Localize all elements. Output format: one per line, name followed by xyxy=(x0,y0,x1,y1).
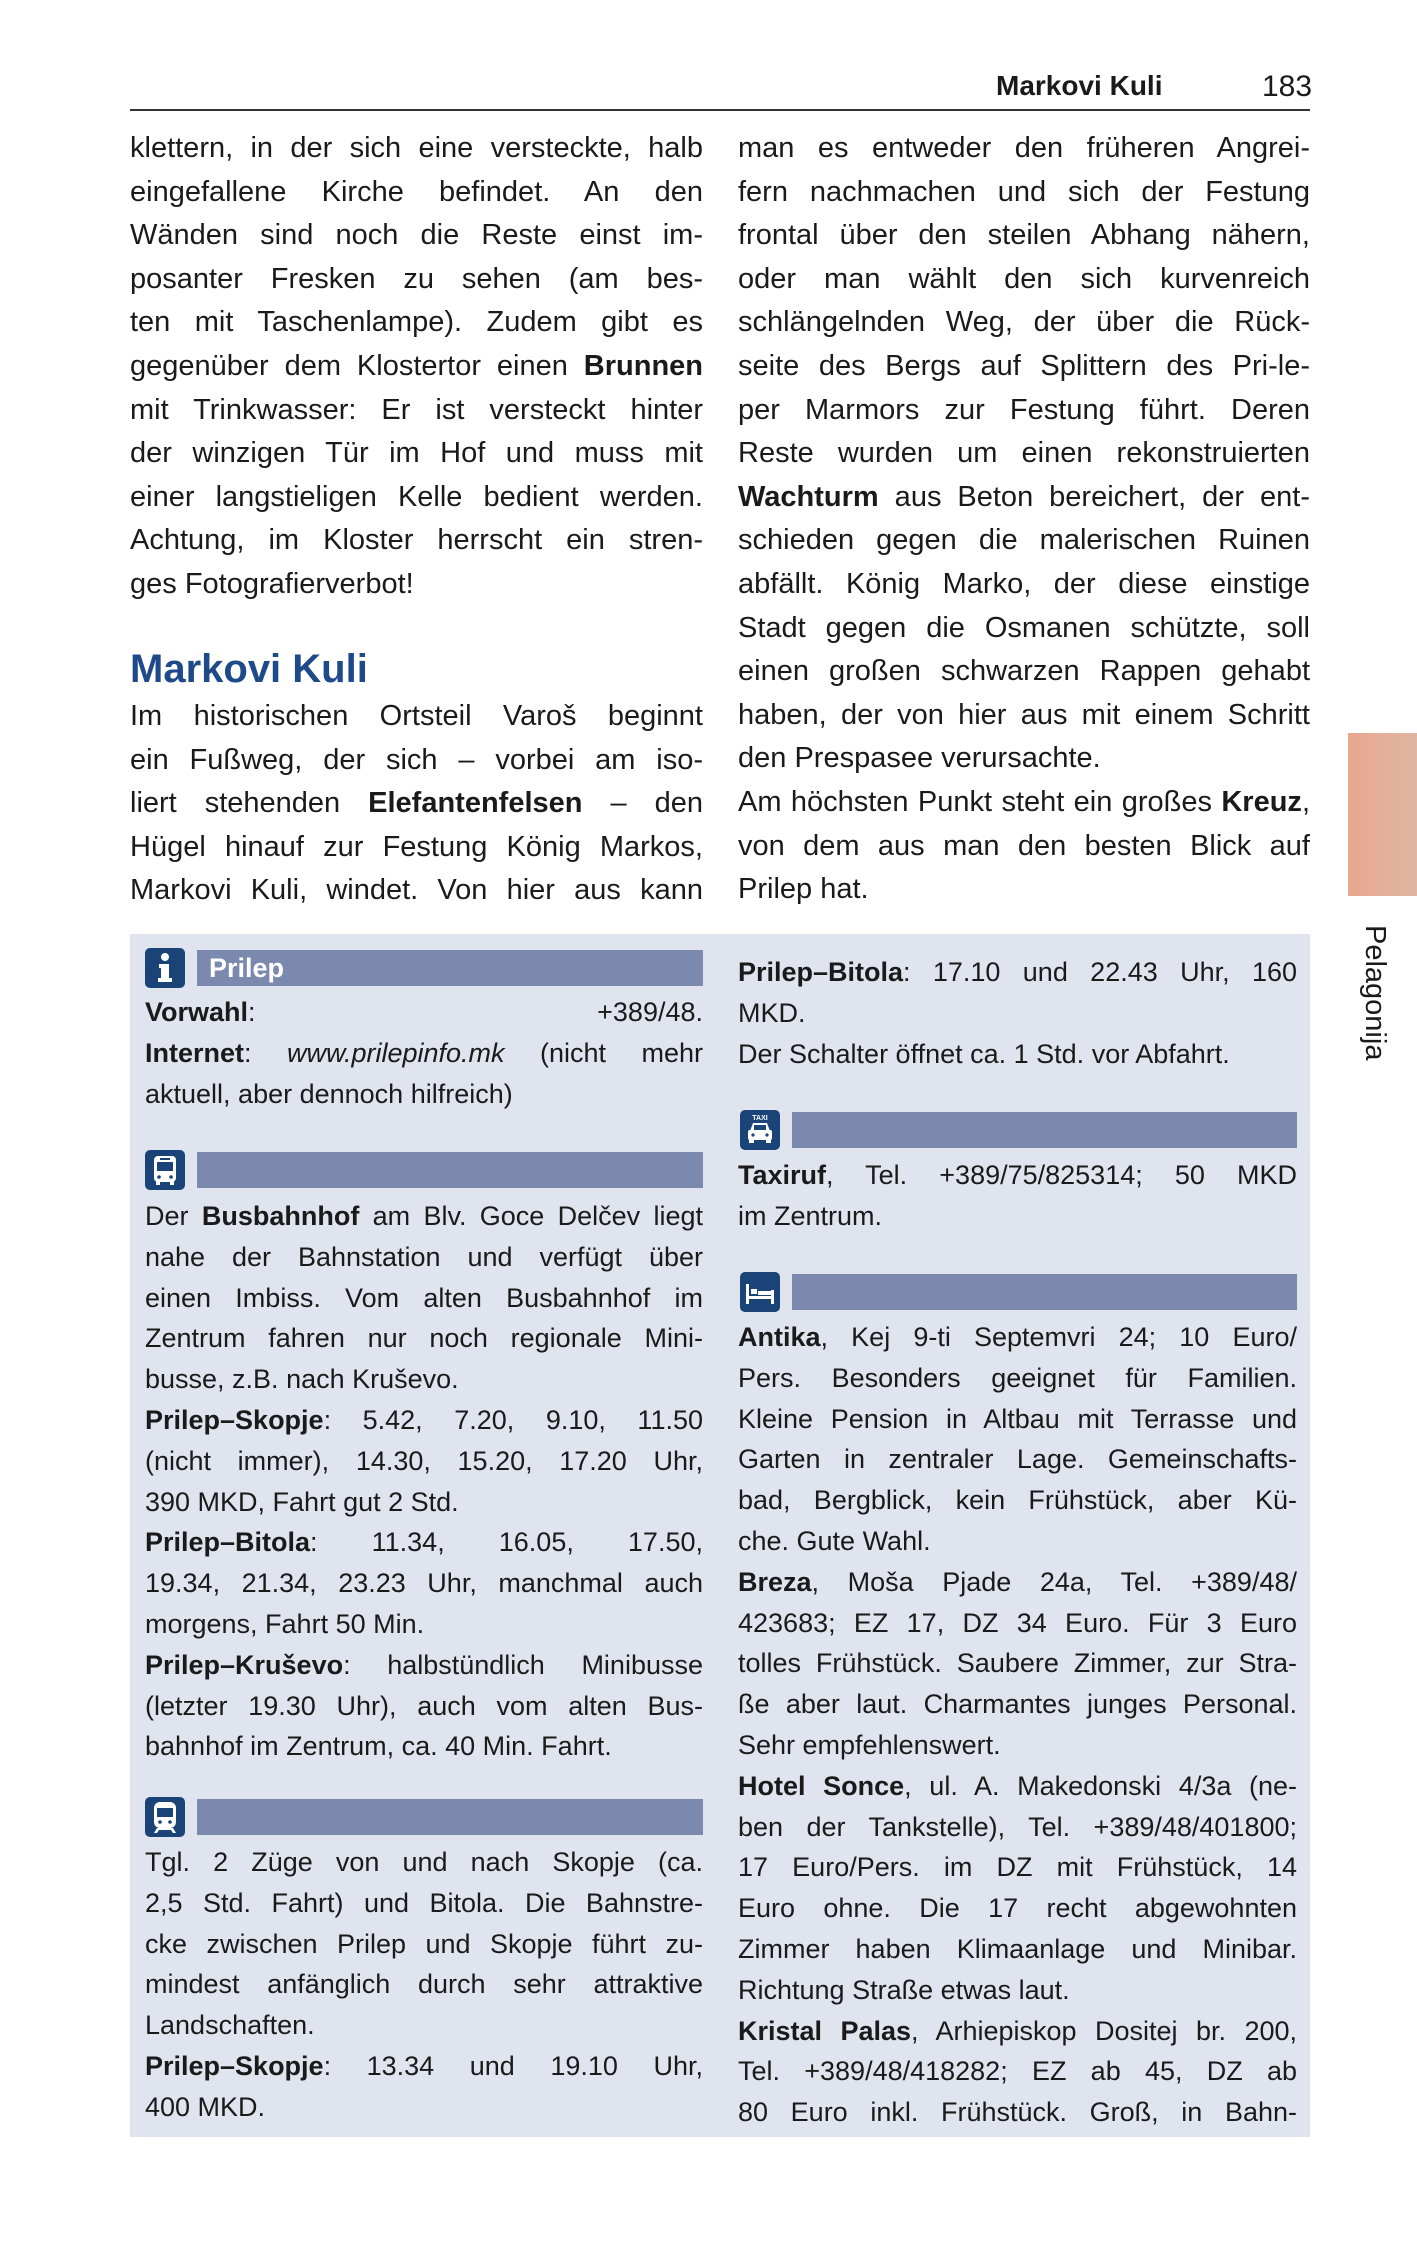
text-run: Der Schalter öffnet ca. 1 Std. vor Abfahrt. xyxy=(738,1038,1230,1069)
text-line xyxy=(738,1034,1297,1075)
text-run: Landschaften. xyxy=(145,2010,315,2041)
bold-term: Prilep–Skopje xyxy=(145,1404,324,1435)
text-run: Zentrum fahren nur noch regionale Mini- xyxy=(145,1323,703,1354)
running-header-title: Markovi Kuli xyxy=(996,70,1163,101)
text-line xyxy=(738,1603,1297,1644)
bold-term: Kristal Palas xyxy=(738,2015,912,2046)
text-run: che. Gute Wahl. xyxy=(738,1525,931,1556)
text-line xyxy=(130,782,703,826)
text-line xyxy=(145,1278,703,1319)
text-run: einen Imbiss. Vom alten Busbahnhof im xyxy=(145,1282,703,1313)
text-line xyxy=(145,1686,703,1727)
section-heading: Markovi Kuli xyxy=(130,647,368,691)
text-run: bad, Bergblick, kein Frühstück, aber Kü- xyxy=(738,1485,1297,1516)
text-run: nahe der Bahnstation und verfügt über xyxy=(145,1241,703,1272)
text-run: schieden gegen die malerischen Ruinen xyxy=(738,524,1310,557)
text-run: aus Beton bereichert, der ent- xyxy=(878,480,1310,513)
text-run: am Blv. Goce Delčev liegt xyxy=(359,1201,703,1231)
text-run: ein Fußweg, der sich – vorbei am iso- xyxy=(130,743,703,776)
taxi-text xyxy=(738,1155,1297,1237)
text-line xyxy=(145,1726,703,1767)
chapter-label xyxy=(1355,925,1395,1075)
text-run: , xyxy=(1301,786,1310,818)
text-line xyxy=(738,1155,1297,1196)
text-run: man es entweder den früheren Angrei- xyxy=(738,132,1310,164)
text-line xyxy=(738,650,1310,694)
text-run: ges Fotografierverbot! xyxy=(130,567,414,600)
text-run: 80 Euro inkl. Frühstück. Groß, in Bahn- xyxy=(738,2097,1297,2128)
text-line xyxy=(130,869,703,913)
bed-icon xyxy=(740,1272,780,1312)
text-line xyxy=(738,993,1297,1034)
text-run: mit Trinkwasser: Er ist versteckt hinter xyxy=(130,393,703,426)
text-run: Am höchsten Punkt steht ein großes xyxy=(738,786,1222,818)
text-line xyxy=(738,2051,1297,2092)
bold-term: Kreuz xyxy=(1221,786,1302,818)
text-line xyxy=(145,1563,703,1604)
bold-term: Prilep–Bitola xyxy=(145,1527,311,1558)
text-line xyxy=(738,1521,1297,1562)
text-line xyxy=(738,1399,1297,1440)
text-run: eingefallene Kirche befindet. An den xyxy=(130,175,703,208)
text-line xyxy=(738,214,1310,258)
text-line xyxy=(738,868,1310,912)
text-run: 2,5 Std. Fahrt) und Bitola. Die Bahnstre- xyxy=(145,1887,703,1918)
text-line xyxy=(738,1847,1297,1888)
text-line xyxy=(738,781,1310,825)
text-line xyxy=(738,825,1310,869)
text-run: : xyxy=(244,1037,287,1068)
text-run: Tel. +389/48/418282; EZ ab 45, DZ ab xyxy=(738,2056,1297,2087)
text-line xyxy=(145,1842,703,1883)
text-run: , Arhiepiskop Dositej br. 200, xyxy=(911,2015,1298,2046)
text-run: : 11.34, 16.05, 17.50, xyxy=(310,1527,703,1558)
text-run: , Moša Pjade 24a, Tel. +389/48/ xyxy=(811,1566,1297,1597)
bold-term: Antika xyxy=(738,1322,821,1352)
text-run: Prilep hat. xyxy=(738,873,869,906)
text-line xyxy=(130,476,703,520)
text-run: Reste wurden um einen rekonstruierten xyxy=(738,437,1310,470)
text-run: posanter Fresken zu sehen (am bes- xyxy=(130,262,703,295)
text-run: Kleine Pension in Altbau mit Terrasse und xyxy=(738,1403,1297,1434)
bus-text xyxy=(145,1196,703,1767)
bold-term: Brunnen xyxy=(583,349,703,382)
text-line xyxy=(130,739,703,783)
taxi-icon-label: TAXI xyxy=(752,1115,768,1122)
text-run: : +389/48. xyxy=(248,997,703,1027)
text-line xyxy=(738,563,1310,607)
text-line xyxy=(738,1358,1297,1399)
text-line xyxy=(130,345,703,389)
taxi-icon xyxy=(740,1110,780,1150)
text-run: Hügel hinauf zur Festung König Markos, xyxy=(130,830,703,863)
text-line xyxy=(130,127,703,171)
text-run: morgens, Fahrt 50 Min. xyxy=(145,1608,425,1639)
right-column-top xyxy=(738,127,1310,781)
text-run: , Tel. +389/75/825314; 50 MKD xyxy=(826,1160,1297,1190)
text-run: Der xyxy=(145,1201,202,1231)
text-run: Garten in zentraler Lage. Gemeinschafts- xyxy=(738,1444,1297,1475)
train-text-continued xyxy=(738,952,1297,1074)
chapter-tab xyxy=(1348,733,1417,896)
text-run: busse, z.B. nach Kruševo. xyxy=(145,1364,459,1395)
text-line xyxy=(145,1074,703,1115)
train-icon xyxy=(145,1797,185,1837)
text-run: fern nachmachen und sich der Festung xyxy=(738,175,1310,208)
text-run: mindest anfänglich durch sehr attraktive xyxy=(145,1969,703,2000)
text-run: oder man wählt den sich kurvenreich xyxy=(738,262,1310,295)
text-line xyxy=(738,1562,1297,1603)
text-line xyxy=(738,1888,1297,1929)
text-line xyxy=(145,1318,703,1359)
text-run: abfällt. König Marko, der diese einstige xyxy=(738,567,1310,600)
text-run: Markovi Kuli, windet. Von hier aus kann xyxy=(130,874,703,907)
text-line xyxy=(145,1964,703,2005)
section-bar-taxi xyxy=(792,1112,1297,1148)
left-column-top xyxy=(130,127,703,607)
text-run: haben, der von hier aus mit einem Schritt xyxy=(738,698,1310,731)
text-run: bahnhof im Zentrum, ca. 40 Min. Fahrt. xyxy=(145,1731,612,1762)
text-line xyxy=(145,1441,703,1482)
text-line xyxy=(145,2005,703,2046)
text-run: 400 MKD. xyxy=(145,2091,266,2122)
text-run: Zimmer haben Klimaanlage und Minibar. xyxy=(738,1933,1297,1964)
text-run: per Marmors zur Festung führt. Deren xyxy=(738,393,1310,426)
text-run: schlängelnden Weg, der über die Rück- xyxy=(738,306,1310,339)
text-line xyxy=(738,127,1310,171)
text-run: im Zentrum. xyxy=(738,1200,883,1231)
text-line xyxy=(738,171,1310,215)
text-line xyxy=(738,1317,1297,1358)
section-bar-prilep: Prilep xyxy=(197,950,703,986)
train-text xyxy=(145,1842,703,2128)
text-line xyxy=(738,1766,1297,1807)
text-run: , ul. A. Makedonski 4/3a (ne- xyxy=(904,1770,1298,1801)
text-line xyxy=(145,1237,703,1278)
bold-term: Breza xyxy=(738,1566,812,1597)
bold-term: Taxiruf xyxy=(738,1160,827,1190)
text-line xyxy=(130,563,703,607)
text-run: (letzter 19.30 Uhr), auch vom alten Bus- xyxy=(145,1690,703,1721)
text-line xyxy=(738,1807,1297,1848)
section-bar-train xyxy=(197,1799,703,1835)
text-run: : 17.10 und 22.43 Uhr, 160 xyxy=(903,957,1297,987)
text-line xyxy=(738,432,1310,476)
text-line xyxy=(738,1929,1297,1970)
info-text xyxy=(145,992,703,1114)
text-run: Tgl. 2 Züge von und nach Skopje (ca. xyxy=(145,1847,703,1877)
text-run: den Prespasee verursachte. xyxy=(738,742,1101,775)
text-line xyxy=(145,1883,703,1924)
text-line xyxy=(738,1196,1297,1237)
text-run: tolles Frühstück. Saubere Zimmer, zur Stra- xyxy=(738,1648,1297,1679)
text-line xyxy=(145,1645,703,1686)
italic-term: www.prilepinfo.mk xyxy=(286,1037,505,1068)
bold-term: Prilep–Bitola xyxy=(738,957,904,987)
bold-term: Prilep–Kruševo xyxy=(145,1649,344,1680)
text-line xyxy=(738,258,1310,302)
text-line xyxy=(130,826,703,870)
text-line xyxy=(145,1522,703,1563)
text-line xyxy=(738,1643,1297,1684)
text-run: von dem aus man den besten Blick auf xyxy=(738,829,1310,862)
info-icon xyxy=(145,948,185,988)
text-run: Euro ohne. Die 17 recht abgewohnten xyxy=(738,1893,1297,1924)
bold-term: Busbahnhof xyxy=(201,1201,360,1231)
text-line xyxy=(738,1725,1297,1766)
text-run: , Kej 9-ti Septemvri 24; 10 Euro/ xyxy=(820,1322,1297,1352)
text-line xyxy=(145,1359,703,1400)
text-line xyxy=(738,607,1310,651)
text-line xyxy=(738,2092,1297,2133)
text-run: – den xyxy=(582,787,703,820)
bus-icon xyxy=(145,1150,185,1190)
text-run: 19.34, 21.34, 23.23 Uhr, manchmal auch xyxy=(145,1568,703,1599)
text-run: : 13.34 und 19.10 Uhr, xyxy=(323,2050,703,2081)
header-rule xyxy=(130,109,1310,111)
bold-term: Wachturm xyxy=(738,480,879,513)
text-run: (nicht mehr xyxy=(504,1037,703,1068)
bold-term: Vorwahl xyxy=(145,997,249,1027)
text-line xyxy=(130,301,703,345)
text-line xyxy=(738,345,1310,389)
text-line xyxy=(130,389,703,433)
page-number: 183 xyxy=(1262,70,1313,103)
text-line xyxy=(130,432,703,476)
text-run: einer langstieligen Kelle bedient werden. xyxy=(130,480,703,513)
text-run: 423683; EZ 17, DZ 34 Euro. Für 3 Euro xyxy=(738,1607,1297,1638)
text-line xyxy=(145,1604,703,1645)
text-run: aktuell, aber dennoch hilfreich) xyxy=(145,1078,513,1109)
text-line xyxy=(145,2087,703,2128)
text-run: der winzigen Tür im Hof und muss mit xyxy=(130,437,703,470)
text-run: : halbstündlich Minibusse xyxy=(343,1649,703,1680)
text-line xyxy=(130,519,703,563)
bold-term: Prilep–Skopje xyxy=(145,2050,324,2081)
text-line xyxy=(738,1970,1297,2011)
text-run: seite des Bergs auf Splittern des Pri-le- xyxy=(738,349,1310,382)
text-line xyxy=(738,952,1297,993)
text-line xyxy=(738,694,1310,738)
text-line xyxy=(738,389,1310,433)
text-line xyxy=(738,519,1310,563)
text-line xyxy=(145,1482,703,1523)
text-run: ten mit Taschenlampe). Zudem gibt es xyxy=(130,306,703,339)
text-run: ben der Tankstelle), Tel. +389/48/401800; xyxy=(738,1811,1297,1842)
text-line xyxy=(145,2046,703,2087)
bold-term: Hotel Sonce xyxy=(738,1770,905,1801)
section-bar-accommodation xyxy=(792,1274,1297,1310)
text-line xyxy=(130,171,703,215)
text-line xyxy=(145,1924,703,1965)
text-run: : 5.42, 7.20, 9.10, 11.50 xyxy=(323,1404,703,1435)
text-run: liert stehenden xyxy=(130,787,369,820)
chapter-label-text: Pelagonija xyxy=(1359,925,1391,1061)
text-run: Wänden sind noch die Reste einst im- xyxy=(130,219,703,252)
text-line xyxy=(130,214,703,258)
text-run: Stadt gegen die Osmanen schützte, soll xyxy=(738,611,1310,644)
text-line xyxy=(738,737,1310,781)
text-line xyxy=(130,695,703,739)
text-line xyxy=(145,992,703,1033)
text-line xyxy=(145,1400,703,1441)
text-line xyxy=(130,258,703,302)
text-run: ße aber laut. Charmantes junges Personal. xyxy=(738,1689,1297,1720)
text-run: 390 MKD, Fahrt gut 2 Std. xyxy=(145,1486,459,1517)
left-column-paragraph xyxy=(130,695,703,913)
text-line xyxy=(738,301,1310,345)
text-run: Im historischen Ortsteil Varoš beginnt xyxy=(130,700,703,732)
right-column-paragraph xyxy=(738,781,1310,912)
text-line xyxy=(738,2011,1297,2052)
text-run: klettern, in der sich eine versteckte, halb xyxy=(130,132,703,164)
text-run: Achtung, im Kloster herrscht ein stren- xyxy=(130,524,703,557)
text-run: gegenüber dem Klostertor einen xyxy=(130,349,584,382)
text-line xyxy=(738,476,1310,520)
text-run: einen großen schwarzen Rappen gehabt xyxy=(738,655,1310,688)
text-line xyxy=(145,1196,703,1237)
section-bar-bus xyxy=(197,1152,703,1188)
text-run: (nicht immer), 14.30, 15.20, 17.20 Uhr, xyxy=(145,1445,703,1476)
text-run: Richtung Straße etwas laut. xyxy=(738,1974,1070,2005)
text-run: Pers. Besonders geeignet für Familien. xyxy=(738,1362,1297,1393)
text-line xyxy=(738,1439,1297,1480)
accommodation-text xyxy=(738,1317,1297,2133)
text-line xyxy=(145,1033,703,1074)
text-run: frontal über den steilen Abhang nähern, xyxy=(738,219,1310,252)
text-run: MKD. xyxy=(738,997,806,1028)
text-run: cke zwischen Prilep und Skopje führt zu- xyxy=(145,1928,703,1959)
text-run: 17 Euro/Pers. im DZ mit Frühstück, 14 xyxy=(738,1852,1297,1883)
text-run: Sehr empfehlenswert. xyxy=(738,1729,1001,1760)
text-line xyxy=(738,1684,1297,1725)
bold-term: Internet xyxy=(145,1037,245,1068)
text-line xyxy=(738,1480,1297,1521)
bold-term: Elefantenfelsen xyxy=(368,787,583,820)
